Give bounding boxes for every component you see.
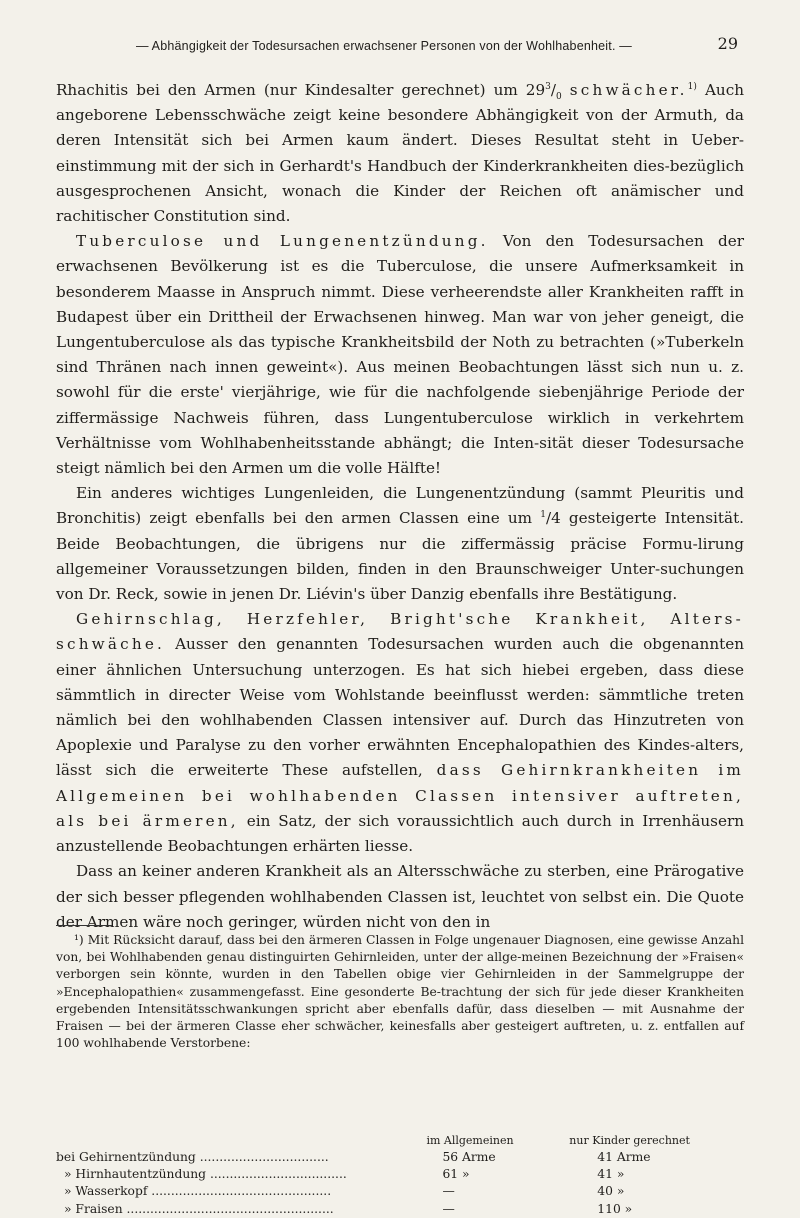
text-run: 1 — [540, 510, 546, 521]
text-run: Ein anderes wichtiges Lungenleiden, die Lungenentzündung (sammt Pleuritis und Bronchitis) zeigt ebenfalls bei den armen Classen eine um — [56, 484, 744, 528]
text-run: 0 — [556, 92, 562, 103]
footnote-table-header — [56, 1132, 744, 1148]
col-header-children: nur Kinder gerechnet — [569, 1133, 690, 1147]
row-children: 41 Arme — [597, 1149, 651, 1164]
spaced-heading: dass Gehirnkrankheiten im Allgemeinen bei wohlhabenden Classen intensiver auftreten, als bei ärmeren, — [56, 761, 744, 830]
text-run: Rhachitis bei den Armen (nur Kindesalter gerechnet) um 29 — [56, 81, 546, 99]
page-header — [58, 34, 738, 58]
paragraph — [56, 607, 744, 859]
footnote-text: ¹) Mit Rücksicht darauf, dass bei den ärmeren Classen in Folge ungenauer Diagnosen, eine gewisse Anzahl von, bei Wohlhabenden genau distinguirten Gehirnleiden, unter der allge-meinen Bezeichnung der »Fraisen« verborgen sein könnte, wurden in den Tabellen obige vier Gehirnleiden in der Sammelgruppe der »Encephalopathien« zusammengefasst. Eine gesonderte Be-trachtung der sich für jede dieser Krankheiten ergebenden Intensitätsschwankungen spricht aber ebenfalls dafür, dass dieselben — mit Ausnahme der Fraisen — bei der ärmeren Classe eher schwächer, keinesfalls aber gesteigert auftreten, u. z. entfallen auf 100 wohlhabende Verstorbene: — [56, 933, 744, 1051]
paragraph — [56, 78, 744, 229]
text-run: / — [550, 81, 556, 99]
paragraph — [56, 229, 744, 481]
table-row — [56, 1183, 744, 1200]
running-title: — Abhängigkeit der Todesursachen erwachsener Personen von der Wohlhabenheit. — — [136, 39, 632, 53]
footnote — [56, 932, 744, 1052]
table-row — [56, 1165, 744, 1182]
text-run: ein Satz, der sich voraussichtlich auch durch in Irrenhäusern anzustellende Beobachtungen erhärten liesse. — [56, 811, 744, 856]
row-general: 56 Arme — [442, 1149, 496, 1164]
text-run — [562, 81, 570, 99]
spaced-heading: schwächer. — [569, 81, 688, 99]
row-children: 110 » — [597, 1201, 633, 1216]
table-row — [56, 1148, 744, 1165]
table-row — [56, 1200, 744, 1217]
footnote-table — [56, 1132, 744, 1218]
row-label: » Wasserkopf .............................................. — [64, 1184, 332, 1199]
row-label: » Fraisen ..................................................... — [64, 1201, 334, 1216]
row-children: 40 » — [597, 1184, 625, 1199]
text-run: Von den Todesursachen der erwachsenen Bevölkerung ist es die Tuberculose, die unsere Aufmerksamkeit in besonderem Maasse in Anspruch nimmt. Diese verheerendste aller Krankheiten rafft in Budapest über ein Drittheil der Erwachsenen hinweg. Man war von jeher geneigt, die Lungentuberculose als das typische Krankheitsbild der Noth zu betrachten (»Tuberkeln sind Thränen nach innen geweint«). Aus meinen Beobachtungen lässt sich nun u. z. sowohl für die erste' vierjährige, wie für die nachfolgende siebenjährige Periode der ziffermässige Nachweis führen, dass Lungentuberculose wirklich in verkehrtem Verhältnisse vom Wohlhabenheitsstande abhängt; die Inten-sität dieser Todesursache steigt nämlich bei den Armen um die volle Hälfte! — [56, 232, 744, 478]
footnote-rule — [56, 925, 112, 926]
row-general: — — [442, 1184, 455, 1199]
text-run: 1) — [687, 81, 697, 92]
spaced-heading: Tuberculose und Lungenentzündung. — [76, 232, 489, 251]
paragraph — [56, 859, 744, 935]
row-children: 41 » — [597, 1167, 625, 1182]
main-text — [56, 78, 744, 935]
row-general: 61 » — [442, 1167, 470, 1182]
col-header-general: im Allgemeinen — [426, 1133, 514, 1147]
spaced-heading: Gehirnschlag, Herzfehler, Bright'sche Krankheit, Alters-schwäche. — [56, 610, 744, 654]
row-label: bei Gehirnentzündung ................................. — [56, 1149, 329, 1164]
text-run: 3 — [545, 81, 551, 92]
text-run: Dass an keiner anderen Krankheit als an Altersschwäche zu sterben, eine Prärogative der sich besser pflegenden wohlhabenden Classen ist, leuchtet von selbst ein. Die Quote der Armen wäre noch geringer, würden nicht von den in — [56, 862, 744, 931]
text-run: Ausser den genannten Todesursachen wurden auch die obgenannten einer ähnlichen Untersuchung unterzogen. Es hat sich hiebei ergeben, dass diese sämmtlich in directer Weise vom Wohlstande beeinflusst werden: sämmtliche treten nämlich bei den wohlhabenden Classen intensiver auf. Durch das Hinzutreten von Apoplexie und Paralyse zu den vorher erwähnten Encephalopathien des Kindes-alters, lässt sich die erweiterte These aufstellen, — [56, 635, 744, 780]
text-run: /4 gesteigerte Intensität. Beide Beobachtungen, die übrigens nur die ziffermässig präcise Formu-lirung allgemeiner Voraussetzungen bilden, finden in den Braunschweiger Unter-suchungen von Dr. Reck, sowie in jenen Dr. Liévin's über Danzig ebenfalls ihre Bestätigung. — [56, 509, 745, 604]
row-label: » Hirnhautentzündung ................................... — [64, 1167, 347, 1182]
page-number: 29 — [717, 34, 738, 53]
row-general: — — [442, 1201, 455, 1216]
paragraph — [56, 481, 744, 607]
text-run: Auch angeborene Lebensschwäche zeigt keine besondere Abhängigkeit von der Armuth, da deren Intensität sich bei Armen kaum ändert. Dieses Resultat steht in Ueber-einstimmung mit der sich in Gerhardt's Handbuch der Kinderkrankheiten dies-bezüglich ausgesprochenen Ansicht, wonach die Kinder der Reichen oft anämischer und rachitischer Constitution sind. — [56, 81, 744, 226]
